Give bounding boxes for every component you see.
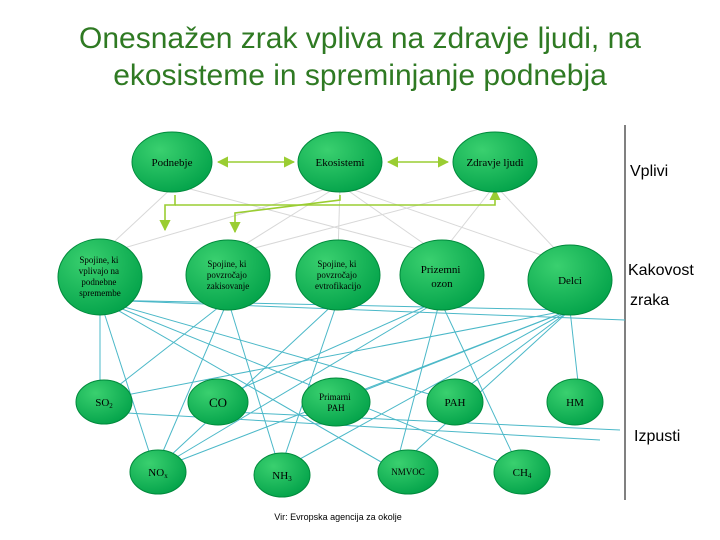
ch4-label: CH [512,467,528,479]
label-kakovost: Kakovost [628,262,694,279]
emission-links [100,300,625,470]
source-caption: Vir: Evropska agencija za okolje [274,512,402,522]
svg-text:Spojine, ki povzročajo [207,259,249,291]
link [395,310,570,470]
nh3-subscript: 3 [288,475,292,483]
label-zraka: zraka [630,292,670,309]
nh3-label: NH [272,470,289,482]
emission-co [188,379,248,425]
delci-label: Delci [558,275,582,287]
label-izpusti: Izpusti [634,428,681,445]
emission-primary-pah [302,378,370,426]
emission-ch4 [494,450,550,494]
primary-pah-line-1: Primarni [319,392,351,402]
acid-line-1: Spojine, ki [207,259,247,269]
quality-ozone [400,240,484,310]
impact-zdravje [453,132,537,192]
label-vplivi: Vplivi [630,163,669,180]
ch4-subscript: 4 [527,472,532,480]
acid-line-2: povzročajo [206,270,247,280]
nmvoc-label: NMVOC [391,467,425,477]
pah-label: PAH [444,397,466,409]
title-line-2: ekosisteme in spreminjanje podnebja [113,59,607,92]
climate-line-4: spremembe [79,288,121,298]
climate-line-1: Spojine, ki [79,255,119,265]
zdravje-label: Zdravje ljudi [466,157,524,169]
eutro-line-2: povzročajo [316,270,357,280]
emission-hm [547,379,603,425]
hm-label: HM [566,397,584,409]
primary-pah-node [302,378,370,426]
emission-so2 [76,380,132,424]
ekosistemi-label: Ekosistemi [315,157,365,169]
emission-nmvoc [378,450,438,494]
podnebje-label: Podnebje [151,157,193,169]
quality-delci [528,245,612,315]
nox-label: NO [148,467,165,479]
eutro-line-1: Spojine, ki [317,259,357,269]
quality-eutro [296,240,380,310]
svg-text:Spojine, ki povzročajo [315,259,361,291]
so2-subscript: 2 [109,402,113,410]
primary-pah-line-2: PAH [327,403,345,413]
so2-label: SO [95,397,110,409]
ozone-line-2: ozon [431,278,453,290]
co-label: CO [208,395,228,410]
climate-line-2: vplivajo na [78,266,119,276]
ozone-line-1: Prizemni [420,264,461,276]
emission-nox [130,450,186,494]
climate-line-3: podnebne [81,277,117,287]
nox-subscript: x [164,472,168,480]
emission-pah [427,379,483,425]
title-line-1: Onesnažen zrak vpliva na zdravje ljudi, na [79,22,641,55]
svg-text:Spojine, ki vplivajo na [79,255,122,298]
emission-nh3 [254,453,310,497]
impact-ekosistemi [298,132,382,192]
quality-acid [186,240,270,310]
impact-podnebje [132,132,212,192]
arrow-podnebje-down [165,195,175,230]
quality-climate [58,239,142,315]
eutro-line-3: evtrofikacijo [315,281,361,291]
link [100,300,450,400]
acid-line-3: zakisovanje [206,281,250,291]
